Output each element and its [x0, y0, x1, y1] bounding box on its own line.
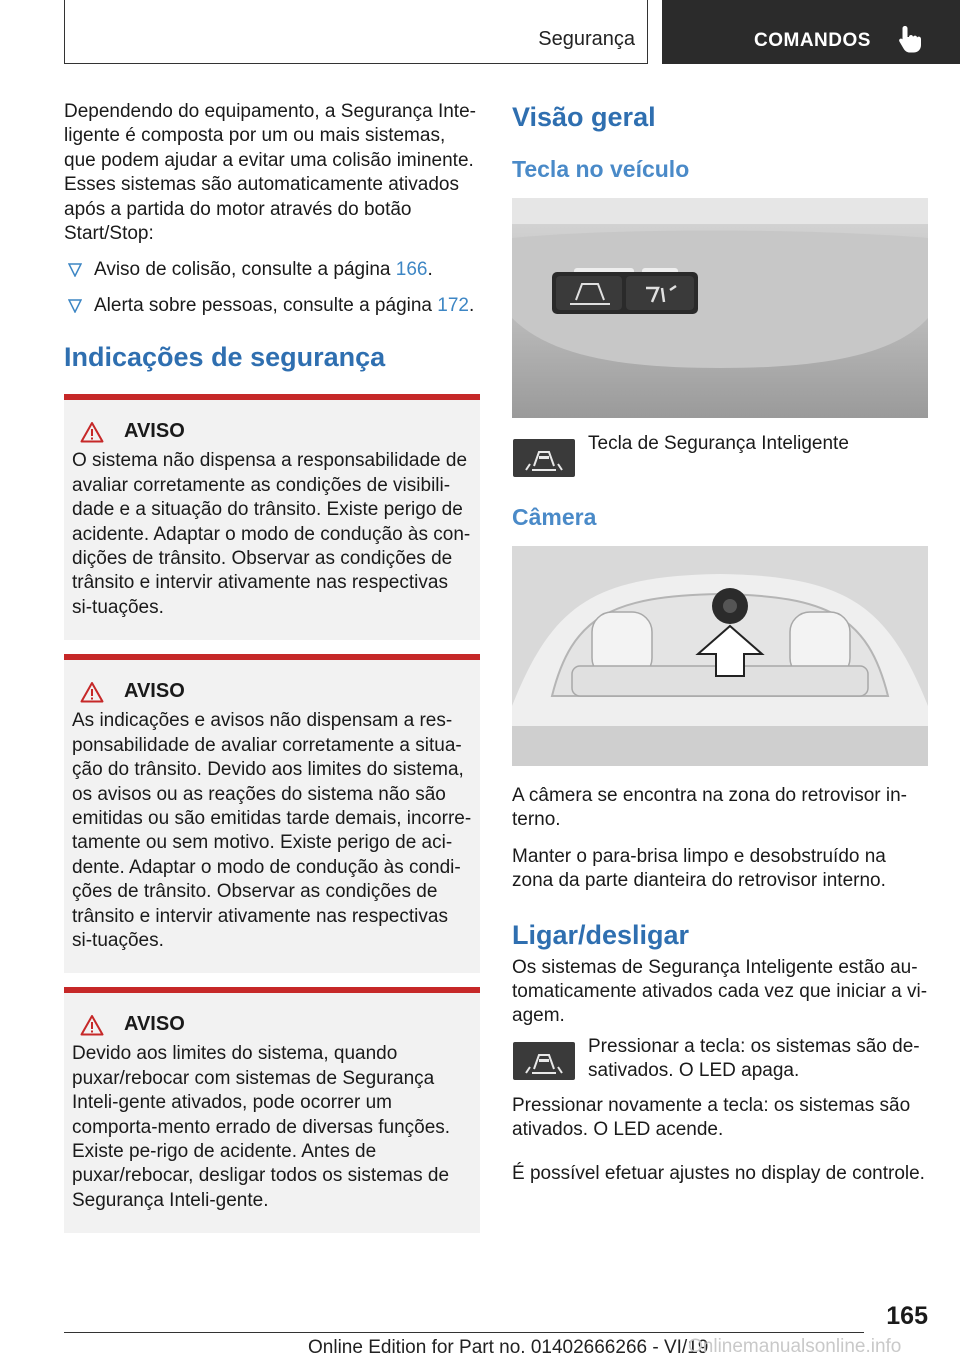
warning-box	[64, 394, 480, 640]
warning-triangle-icon	[80, 681, 104, 703]
overview-heading: Visão geral	[512, 102, 656, 132]
page-link[interactable]: 172	[437, 295, 469, 317]
press-button-row	[512, 1035, 928, 1084]
list-item	[64, 294, 480, 318]
camera-photo	[512, 546, 928, 766]
list-item-end: .	[468, 295, 475, 317]
header-section-box	[64, 0, 648, 64]
header-chapter-label: COMANDOS	[754, 30, 871, 51]
press-button-text: Pressionar a tecla: os sistemas são de-sativados. O LED apaga.	[588, 1035, 920, 1082]
intelligent-safety-button-icon	[512, 438, 576, 478]
triangle-bullet-icon	[68, 299, 82, 313]
header-chapter-tab	[662, 0, 960, 64]
button-caption-row	[512, 433, 928, 478]
button-heading: Tecla no veículo	[512, 156, 690, 182]
warning-triangle-icon	[80, 421, 104, 443]
left-column	[64, 100, 480, 1247]
warning-title: AVISO	[124, 680, 185, 703]
footer-divider	[64, 1332, 864, 1333]
page-number: 165	[886, 1302, 928, 1330]
page-link[interactable]: 166	[395, 259, 428, 281]
intro-paragraph: Dependendo do equipamento, a Segurança Inte-ligente é composta por um ou mais sistemas, que podem ajudar a evitar uma colisão iminente. Esses sistemas são automaticamente ativados após a partida do motor através do botão Start/Stop:	[64, 101, 476, 245]
settings-text: É possível efetuar ajustes no display de controle.	[512, 1163, 925, 1185]
onoff-intro: Os sistemas de Segurança Inteligente estão au-tomaticamente ativados cada vez que iniciar a vi-agem.	[512, 956, 928, 1027]
pointing-hand-icon	[896, 24, 924, 54]
warning-text: Devido aos limites do sistema, quando puxar/rebocar com sistemas de Segurança Inteli-gente ativados, pode ocorrer um comporta-mento errado de diversas funções. Existe pe-rigo de acidente. Antes de puxar/rebocar, desligar todos os sistemas de Segurança Inteli-gente.	[72, 1043, 451, 1211]
footer-watermark: Onlinemanualsonline.info	[688, 1336, 902, 1357]
warning-text: As indicações e avisos não dispensam a res-ponsabilidade de avaliar corretamente a situa-ção do trânsito. Devido aos limites do sistema, os avisos ou as reações do sistema não são emitidas ou são emitidas tarde demais, incorre-tamente ou sem motivo. Existe perigo de aci-dente. Adaptar o modo de condução às condi-ções de trânsito. Observar as condições de trânsito e intervir ativamente nas respectivas si-tuações.	[72, 710, 472, 951]
warning-title: AVISO	[124, 1013, 185, 1036]
warning-triangle-icon	[80, 1014, 104, 1036]
footer-edition: Online Edition for Part no. 01402666266 - VI/19	[308, 1337, 709, 1358]
list-item-text: Aviso de colisão, consulte a página	[94, 259, 396, 281]
camera-clean-text: Manter o para-brisa limpo e desobstruído na zona da parte dianteira do retrovisor interno.	[512, 845, 886, 892]
vehicle-button-photo	[512, 198, 928, 418]
intelligent-safety-button-icon	[512, 1041, 576, 1081]
right-column	[512, 100, 928, 1199]
camera-heading: Câmera	[512, 504, 597, 530]
feature-list	[64, 258, 480, 318]
warning-title: AVISO	[124, 420, 185, 443]
list-item	[64, 258, 480, 282]
press-again-text: Pressionar novamente a tecla: os sistemas são ativados. O LED acende.	[512, 1094, 911, 1141]
header-section-title: Segurança	[538, 28, 635, 50]
triangle-bullet-icon	[68, 263, 82, 277]
list-item-end: .	[427, 259, 433, 281]
camera-location-text: A câmera se encontra na zona do retrovisor in-terno.	[512, 785, 907, 831]
warning-box	[64, 654, 480, 973]
warning-text: O sistema não dispensa a responsabilidade de avaliar corretamente as condições de visibili-dade e a situação do trânsito. Existe perigo de acidente. Adaptar o modo de condução às con-dições de trânsito. Observar as condições de trânsito e intervir ativamente nas respectivas si-tuações.	[72, 450, 471, 618]
safety-heading: Indicações de segurança	[64, 342, 386, 373]
button-caption: Tecla de Segurança Inteligente	[588, 433, 849, 454]
list-item-text: Alerta sobre pessoas, consulte a página	[94, 295, 438, 317]
warning-box	[64, 987, 480, 1233]
onoff-heading: Ligar/desligar	[512, 919, 690, 950]
